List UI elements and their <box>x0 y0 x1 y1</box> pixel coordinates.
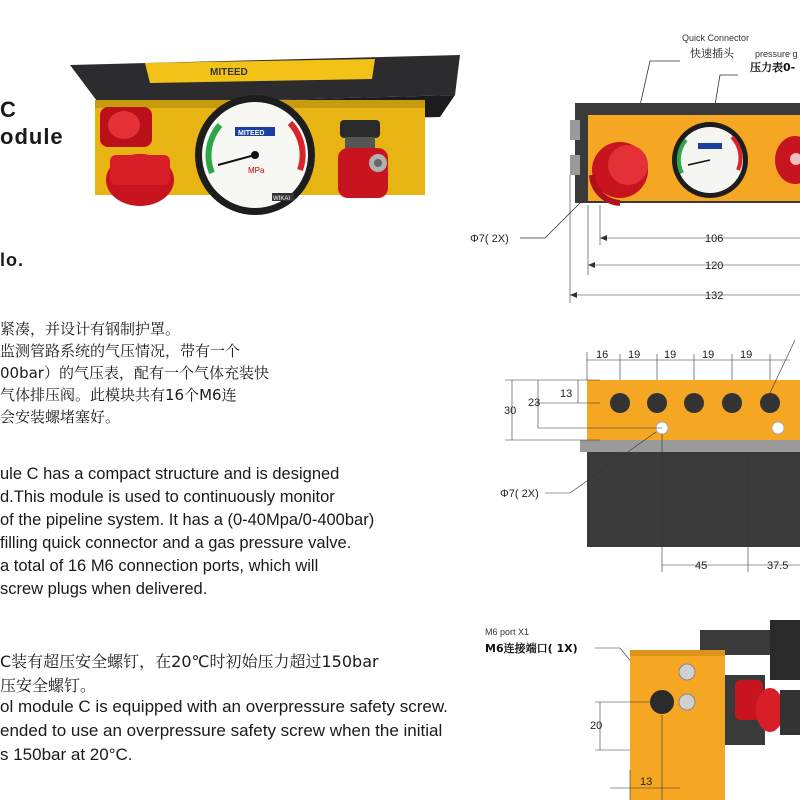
safety-zh <box>0 650 379 698</box>
dim-132: 132 <box>705 290 724 302</box>
description-en <box>0 463 374 601</box>
description-en-line: d.This module is used to continuously monitor <box>0 488 335 506</box>
description-en-line: screw plugs when delivered. <box>0 580 208 598</box>
dim-13-mid: 13 <box>560 388 573 400</box>
module-lower-body <box>587 452 800 547</box>
drawing-gauge-icon <box>672 122 748 198</box>
description-en-line: ule C has a compact structure and is designed <box>0 465 340 483</box>
drawing-side-red-icon <box>725 675 800 745</box>
title-letter: C <box>0 97 17 122</box>
dim-13-bottom: 13 <box>640 776 653 788</box>
drawing-side-view <box>480 620 800 800</box>
m6-port-label-en: M6 port X1 <box>485 627 530 637</box>
description-zh-line: 紧凑，并设计有钢制护罩。 <box>0 320 181 338</box>
brand-label <box>145 59 375 83</box>
m6-port-label-zh: M6连接端口( 1X) <box>485 642 578 655</box>
dim-19: 19 <box>664 349 677 361</box>
dim-23: 23 <box>528 397 541 409</box>
dim-19: 19 <box>628 349 641 361</box>
model-label: lo. <box>0 250 24 270</box>
product-photo <box>60 45 460 275</box>
pressure-gauge-label-en: pressure g <box>755 49 798 59</box>
drawing-top-view <box>490 340 800 580</box>
safety-en-line: ended to use an overpressure safety screw when the initial <box>0 721 443 740</box>
description-en-line: of the pipeline system. It has a (0-40Mpa/0-400bar) <box>0 511 375 529</box>
safety-en-line: ol module C is equipped with an overpressure safety screw. <box>0 697 448 716</box>
description-zh-line: 会安装螺堵塞好。 <box>0 408 121 426</box>
description-zh-line: 气体排压阀。此模块共有16个M6连 <box>0 386 237 404</box>
quick-connector-label-zh: 快速插头 <box>690 47 734 60</box>
drawing-front-view <box>470 25 800 305</box>
hole-label-top: Φ7( 2X) <box>470 233 509 245</box>
dim-37-5: 37.5 <box>767 560 789 572</box>
safety-zh-line: C装有超压安全螺钉，在20℃时初始压力超过150bar <box>0 652 379 671</box>
safety-en-line: s 150bar at 20°C. <box>0 745 133 764</box>
dim-19: 19 <box>702 349 715 361</box>
safety-zh-line: 压安全螺钉。 <box>0 676 97 695</box>
gauge-unit: MPa <box>248 166 265 175</box>
pressure-gauge-label-zh: 压力表0- <box>750 61 796 74</box>
dim-16: 16 <box>596 349 609 361</box>
gauge-brand: MITEED <box>238 130 265 137</box>
quick-connector-label-en: Quick Connector <box>682 33 750 43</box>
dim-120: 120 <box>705 260 724 272</box>
pressure-gauge-icon <box>195 95 315 215</box>
brand-text: MITEED <box>210 67 248 78</box>
description-zh-line: 监测管路系统的气压情况，带有一个 <box>0 342 241 360</box>
title-word: odule <box>0 124 64 149</box>
description-en-line: a total of 16 M6 connection ports, which will <box>0 557 319 575</box>
description-zh-line: 00bar）的气压表，配有一个气体充装快 <box>0 364 269 382</box>
hole-label-mid: Φ7( 2X) <box>500 488 539 500</box>
safety-en <box>0 695 448 767</box>
dim-106: 106 <box>705 233 724 245</box>
dim-45: 45 <box>695 560 708 572</box>
gauge-maker: WIKAI <box>273 196 291 202</box>
dim-30: 30 <box>504 405 517 417</box>
description-en-line: filling quick connector and a gas pressure valve. <box>0 534 352 552</box>
description-zh <box>0 318 269 428</box>
dim-19: 19 <box>740 349 753 361</box>
dim-20: 20 <box>590 720 603 732</box>
